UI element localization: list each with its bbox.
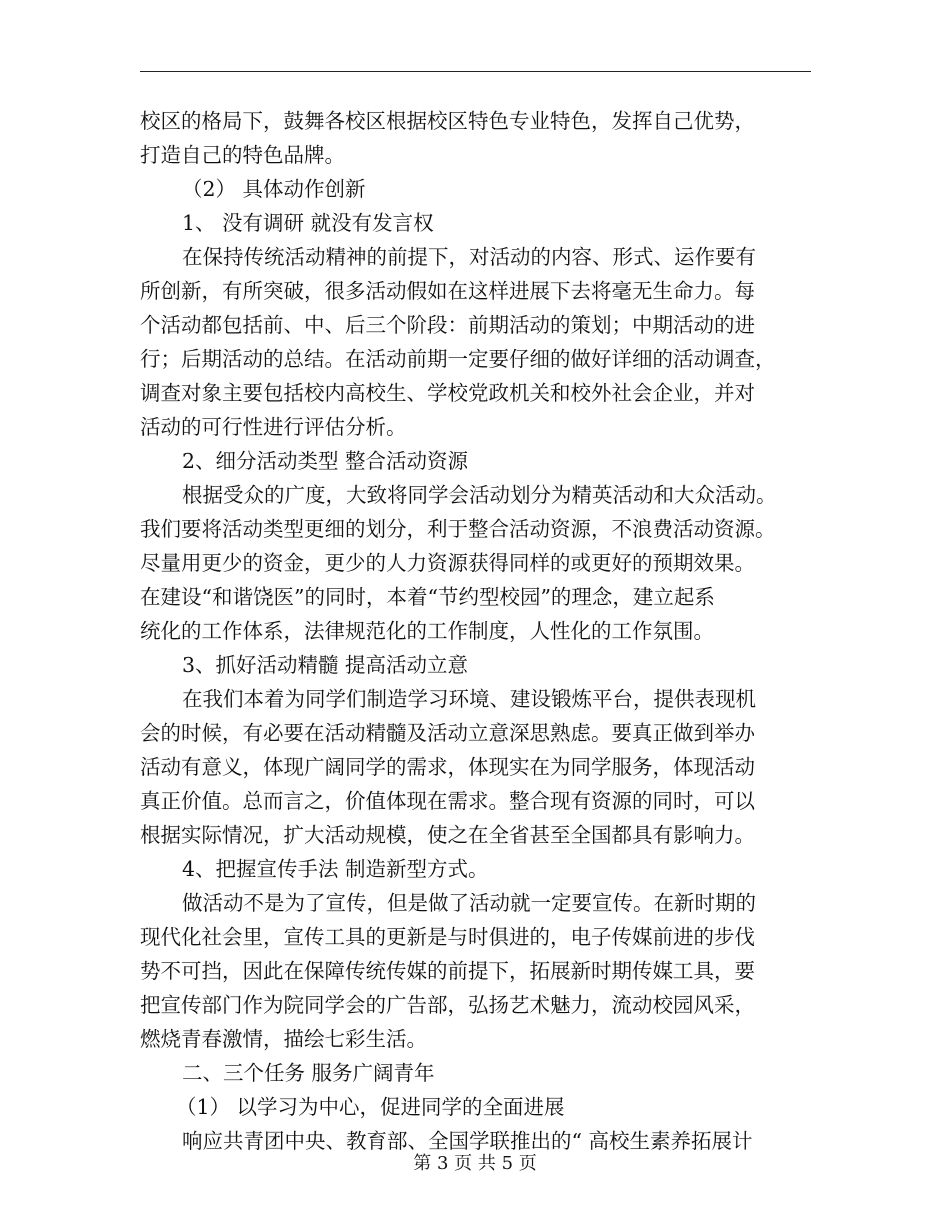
- text-line: 把宣传部门作为院同学会的广告部，弘扬艺术魅力，流动校园风采，: [140, 993, 755, 1017]
- text-line: 调查对象主要包括校内高校生、学校党政机关和校外社会企业，并对: [140, 381, 755, 405]
- text-line: 尽量用更少的资金，更少的人力资源获得同样的或更好的预期效果。: [140, 551, 755, 575]
- text-line: 势不可挡，因此在保障传统传媒的前提下，拓展新时期传媒工具，要: [140, 959, 755, 983]
- text-line: 在我们本着为同学们制造学习环境、建设锻炼平台，提供表现机: [182, 687, 756, 711]
- text-line: 燃烧青春激情，描绘七彩生活。: [140, 1027, 427, 1051]
- text-line: 在保持传统活动精神的前提下，对活动的内容、形式、运作要有: [182, 245, 756, 269]
- text-line: 个活动都包括前、中、后三个阶段：前期活动的策划；中期活动的进: [140, 313, 755, 337]
- text-line: 响应共青团中央、教育部、全国学联推出的“ 高校生素养拓展计: [182, 1129, 753, 1153]
- text-line: 现代化社会里，宣传工具的更新是与时俱进的，电子传媒前进的步伐: [140, 925, 755, 949]
- text-line: 根据实际情况，扩大活动规模，使之在全省甚至全国都具有影响力。: [140, 823, 755, 847]
- text-line: 2、细分活动类型 整合活动资源: [182, 449, 469, 473]
- text-line: 3、抓好活动精髓 提高活动立意: [182, 653, 469, 677]
- text-line: 4、把握宣传手法 制造新型方式。: [182, 857, 489, 881]
- text-line: 会的时候，有必要在活动精髓及活动立意深思熟虑。要真正做到举办: [140, 721, 755, 745]
- text-line: 统化的工作体系，法律规范化的工作制度，人性化的工作氛围。: [140, 619, 714, 643]
- text-line: （2） 具体动作创新: [182, 177, 366, 201]
- text-line: 行；后期活动的总结。在活动前期一定要仔细的做好详细的活动调查，: [140, 347, 776, 371]
- text-line: （1） 以学习为中心，促进同学的全面进展: [176, 1095, 565, 1119]
- text-line: 根据受众的广度，大致将同学会活动划分为精英活动和大众活动。: [182, 483, 777, 507]
- text-line: 真正价值。总而言之，价值体现在需求。整合现有资源的同时，可以: [140, 789, 755, 813]
- header-rule: [140, 71, 811, 72]
- text-line: 二、三个任务 服务广阔青年: [182, 1061, 435, 1085]
- text-line: 1、 没有调研 就没有发言权: [182, 211, 434, 235]
- text-line: 所创新，有所突破，很多活动假如在这样进展下去将毫无生命力。每: [140, 279, 755, 303]
- text-line: 我们要将活动类型更细的划分，利于整合活动资源，不浪费活动资源。: [140, 517, 776, 541]
- text-line: 活动有意义，体现广阔同学的需求，体现实在为同学服务，体现活动: [140, 755, 755, 779]
- page-number: 第 3 页 共 5 页: [413, 1153, 537, 1174]
- text-line: 做活动不是为了宣传，但是做了活动就一定要宣传。在新时期的: [182, 891, 756, 915]
- text-line: 活动的可行性进行评估分析。: [140, 415, 407, 439]
- text-line: 打造自己的特色品牌。: [140, 143, 345, 167]
- document-body: [140, 104, 820, 1158]
- text-line: 校区的格局下，鼓舞各校区根据校区特色专业特色，发挥自己优势，: [140, 109, 755, 133]
- text-line: 在建设“和谐饶医”的同时，本着“节约型校园”的理念，建立起系: [140, 585, 715, 609]
